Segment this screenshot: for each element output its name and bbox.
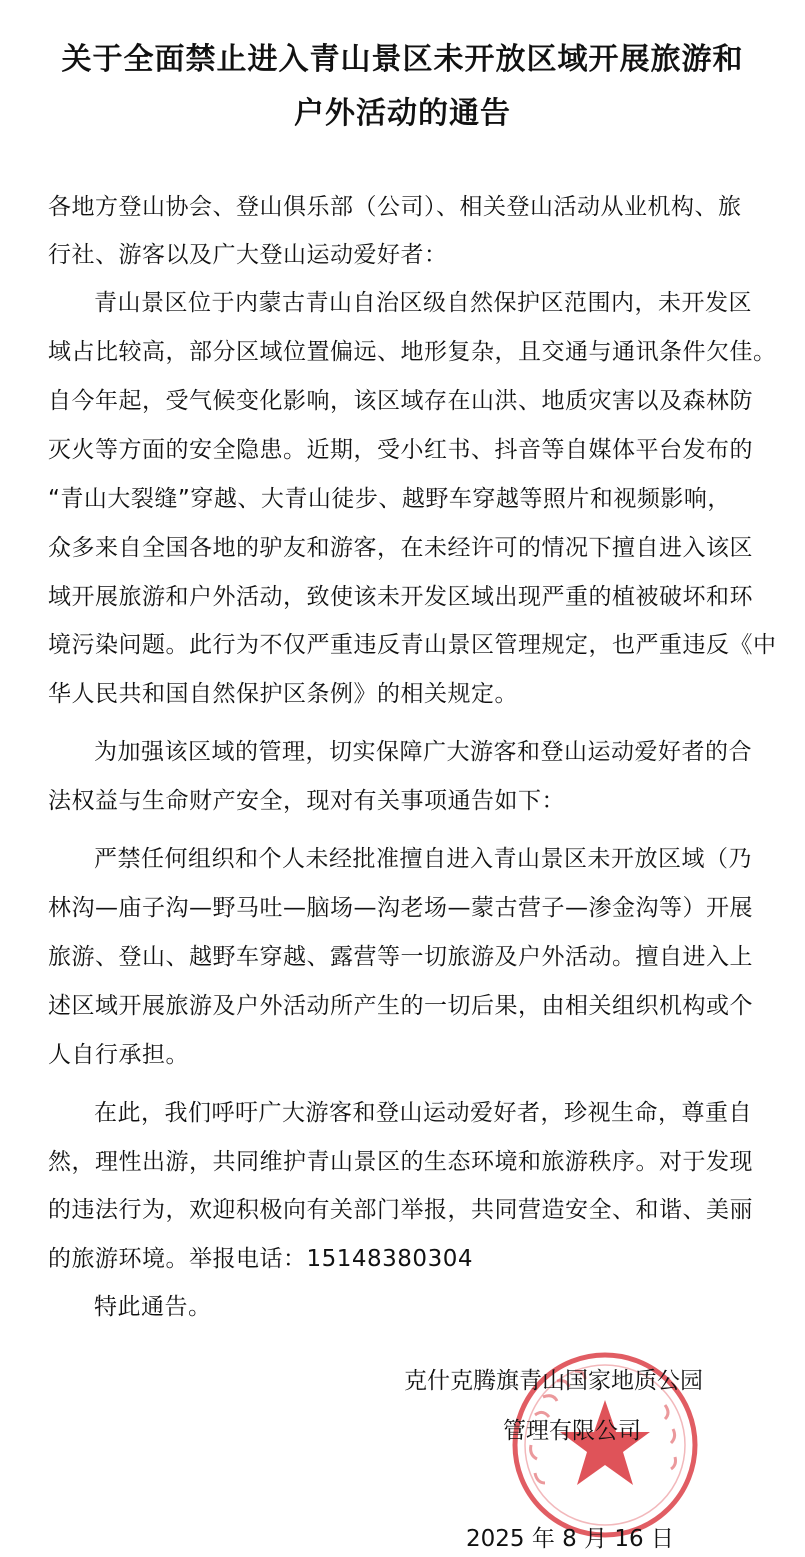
body-line: 各地方登山协会、登山俱乐部（公司）、相关登山活动从业机构、旅 (48, 194, 742, 220)
body-line: 严禁任何组织和个人未经批准擅自进入青山景区未开放区域（乃 (94, 846, 752, 872)
body-line: 述区域开展旅游及户外活动所产生的一切后果，由相关组织机构或个 (48, 993, 753, 1019)
body-line: 在此，我们呼吁广大游客和登山运动爱好者，珍视生命，尊重自 (94, 1100, 752, 1126)
closing-line: 特此通告。 (94, 1294, 212, 1320)
issuing-organization: 克什克腾旗青山国家地质公园 (404, 1368, 703, 1394)
body-line: 众多来自全国各地的驴友和游客，在未经许可的情况下擅自进入该区 (48, 535, 753, 561)
body-line: 青山景区位于内蒙古青山自治区级自然保护区范围内，未开发区 (94, 290, 752, 316)
issuing-organization-suffix: 管理有限公司 (503, 1418, 641, 1444)
body-line: 行社、游客以及广大登山运动爱好者： (48, 242, 448, 268)
body-line: 域占比较高，部分区域位置偏远、地形复杂，且交通与通讯条件欠佳。 (48, 339, 777, 365)
notice-title-line-1: 关于全面禁止进入青山景区未开放区域开展旅游和 (61, 42, 744, 77)
body-line: 域开展旅游和户外活动，致使该未开发区域出现严重的植被破坏和环 (48, 584, 753, 610)
body-line: 的违法行为，欢迎积极向有关部门举报，共同营造安全、和谐、美丽 (48, 1197, 753, 1223)
body-line: 然，理性出游，共同维护青山景区的生态环境和旅游秩序。对于发现 (48, 1149, 753, 1175)
body-line: 华人民共和国自然保护区条例》的相关规定。 (48, 681, 518, 707)
body-line: 为加强该区域的管理，切实保障广大游客和登山运动爱好者的合 (94, 739, 752, 765)
body-line: 境污染问题。此行为不仅严重违反青山景区管理规定，也严重违反《中 (48, 632, 777, 658)
body-line: “青山大裂缝”穿越、大青山徒步、越野车穿越等照片和视频影响， (48, 486, 731, 512)
body-line: 的旅游环境。举报电话：15148380304 (48, 1246, 473, 1272)
issue-date: 2025 年 8 月 16 日 (466, 1526, 674, 1552)
body-line: 自今年起，受气候变化影响，该区域存在山洪、地质灾害以及森林防 (48, 388, 753, 414)
body-line: 林沟—庙子沟—野马吐—脑场—沟老场—蒙古营子—渗金沟等）开展 (48, 895, 753, 921)
body-line: 法权益与生命财产安全，现对有关事项通告如下： (48, 788, 565, 814)
notice-title-line-2: 户外活动的通告 (294, 96, 511, 131)
body-line: 旅游、登山、越野车穿越、露营等一切旅游及户外活动。擅自进入上 (48, 944, 753, 970)
body-line: 灭火等方面的安全隐患。近期，受小红书、抖音等自媒体平台发布的 (48, 437, 753, 463)
body-line: 人自行承担。 (48, 1042, 189, 1068)
